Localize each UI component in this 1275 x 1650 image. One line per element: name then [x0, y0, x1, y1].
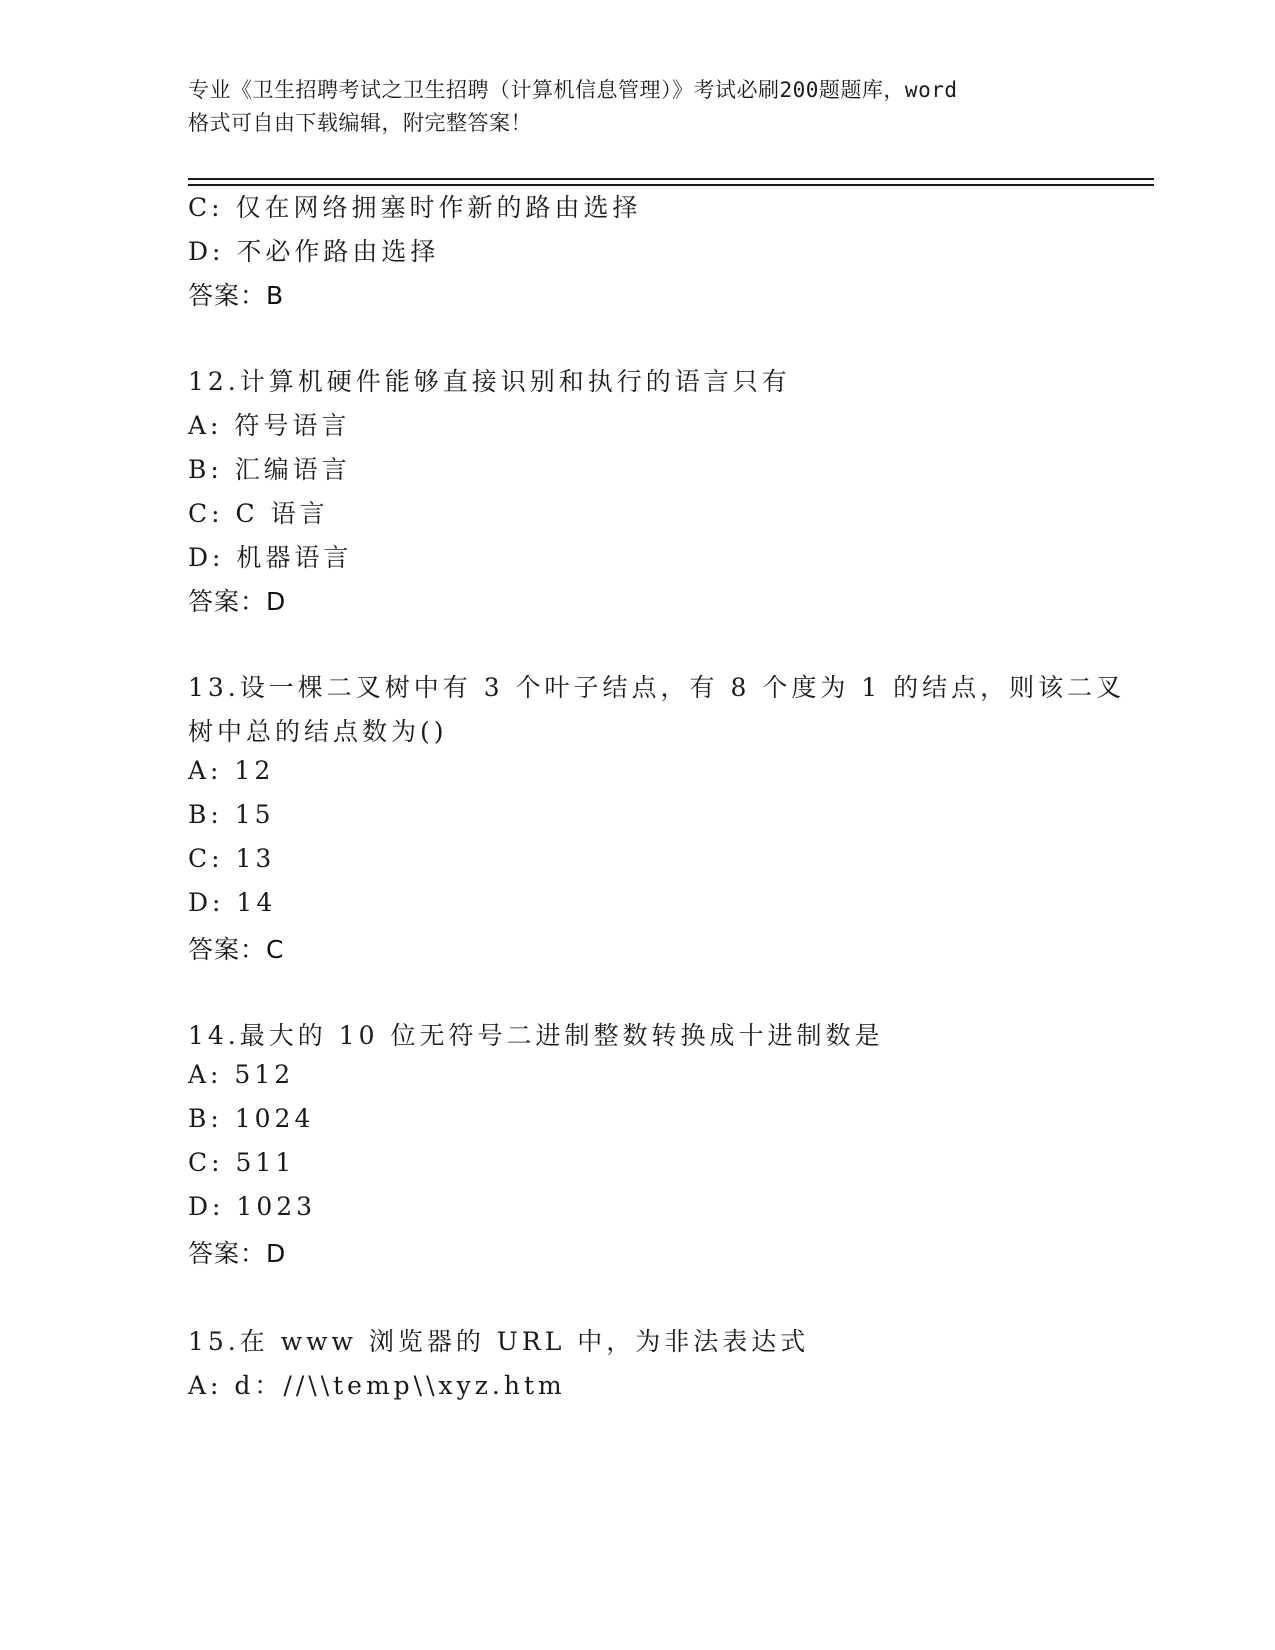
q15-option-a: A: d：//\\temp\\xyz.htm: [188, 1371, 566, 1400]
q13-stem-line-1: 13.设一棵二叉树中有 3 个叶子结点，有 8 个度为 1 的结点，则该二叉: [188, 673, 1126, 702]
q12-stem: 12.计算机硬件能够直接识别和执行的语言只有: [188, 367, 791, 396]
header-divider-top: [188, 178, 1154, 180]
header-line-2: 格式可自由下载编辑，附完整答案！: [188, 111, 532, 135]
q14-option-d: D: 1023: [188, 1192, 317, 1221]
q12-answer: 答案：D: [188, 587, 287, 616]
q14-stem: 14.最大的 10 位无符号二进制整数转换成十进制数是: [188, 1021, 884, 1050]
q12-option-a: A: 符号语言: [188, 411, 351, 440]
q13-option-b: B: 15: [188, 800, 275, 829]
q14-option-b: B: 1024: [188, 1104, 315, 1133]
q13-option-d: D: 14: [188, 888, 277, 917]
q14-option-c: C: 511: [188, 1148, 296, 1177]
header-line-1: 专业《卫生招聘考试之卫生招聘（计算机信息管理）》考试必刷200题题库，word: [188, 78, 958, 102]
q13-stem-line-2: 树中总的结点数为(): [188, 717, 448, 746]
header-divider-bottom: [188, 184, 1154, 186]
document-header: [188, 74, 1088, 140]
q13-answer: 答案：C: [188, 935, 285, 964]
q12-option-c: C: C 语言: [188, 499, 329, 528]
q11-answer: 答案：B: [188, 281, 285, 310]
q12-option-b: B: 汇编语言: [188, 455, 351, 484]
q11-option-d: D: 不必作路由选择: [188, 237, 440, 266]
q11-option-c: C: 仅在网络拥塞时作新的路由选择: [188, 193, 642, 222]
q14-option-a: A: 512: [188, 1060, 295, 1089]
q13-option-c: C: 13: [188, 844, 276, 873]
q14-answer: 答案：D: [188, 1239, 287, 1268]
q13-option-a: A: 12: [188, 756, 275, 785]
q15-stem: 15.在 www 浏览器的 URL 中，为非法表达式: [188, 1327, 810, 1356]
q12-option-d: D: 机器语言: [188, 543, 353, 572]
